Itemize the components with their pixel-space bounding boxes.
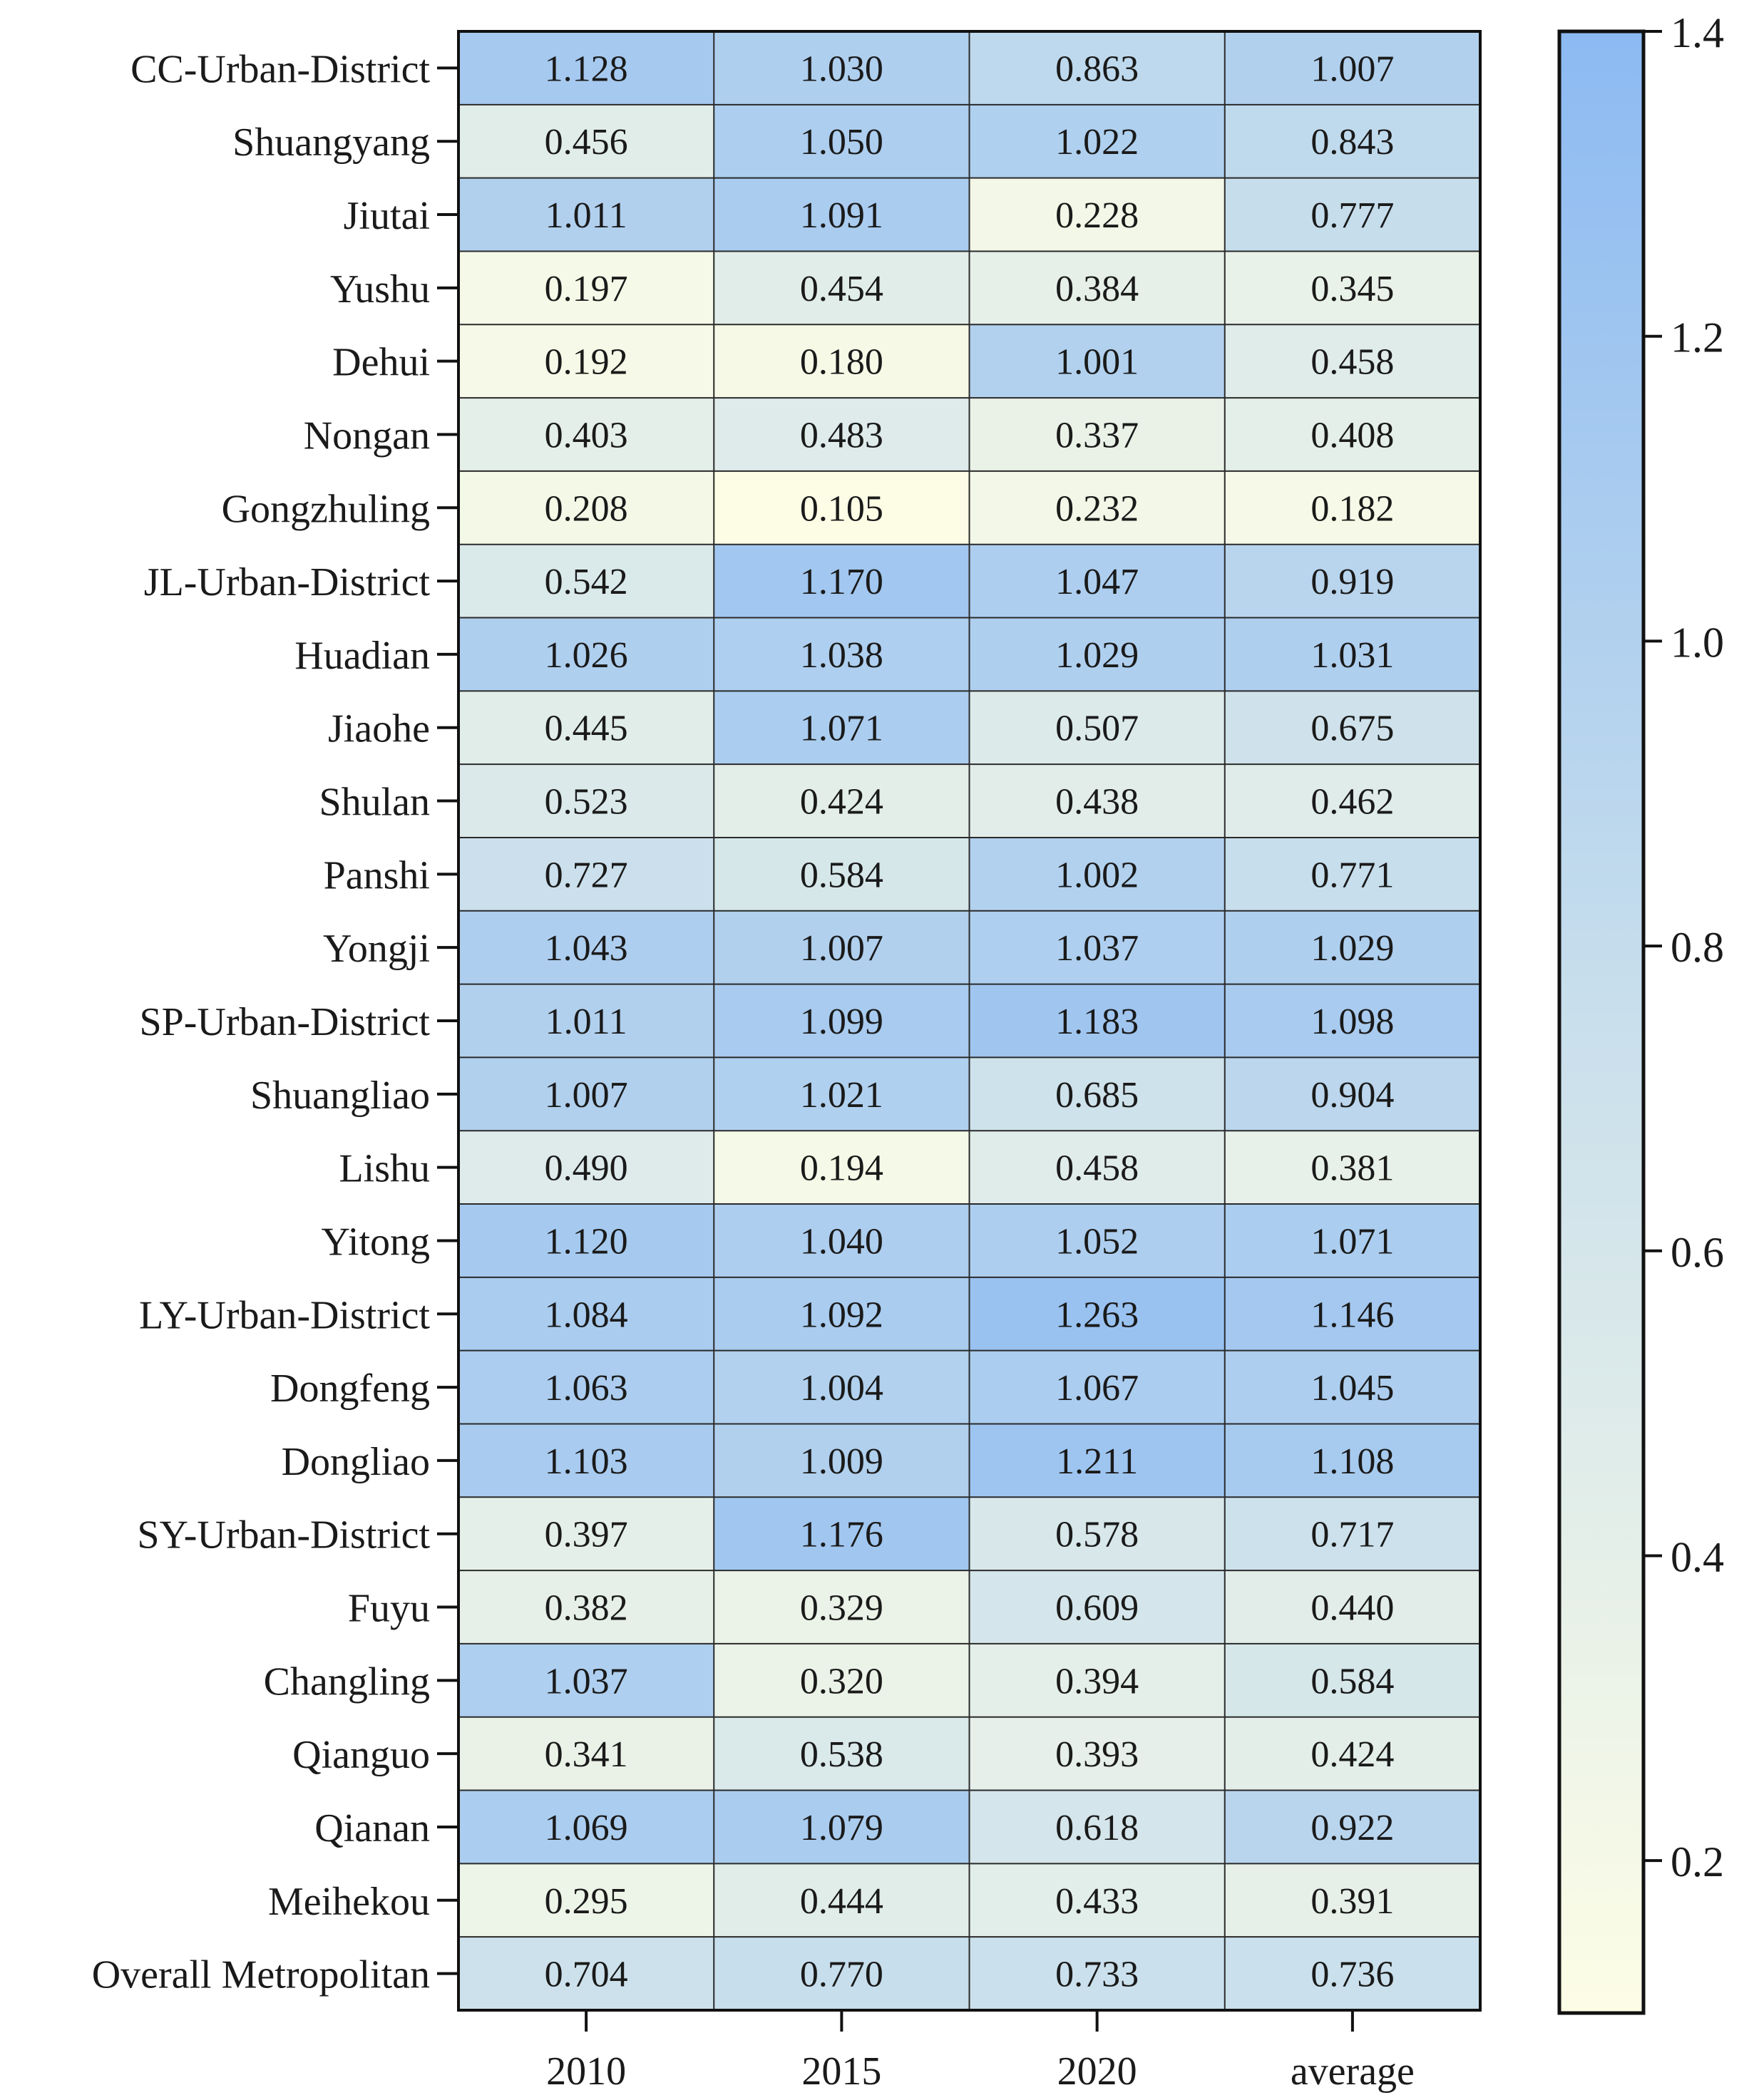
colorbar-tick-label: 0.8 [1671, 924, 1724, 972]
row-label-shulan: Shulan [319, 780, 430, 825]
row-label-yongji: Yongji [323, 927, 430, 972]
cell-value: 0.384 [1055, 268, 1139, 309]
cell-value: 1.031 [1311, 634, 1395, 676]
cell-value: 1.091 [799, 195, 883, 237]
cell-value: 1.098 [1311, 1002, 1395, 1042]
cell-value: 1.071 [799, 708, 883, 749]
cell-value: 0.538 [799, 1734, 883, 1776]
cell-value: 0.444 [799, 1880, 883, 1922]
row-label-yushu: Yushu [329, 267, 430, 312]
column-label-average: average [1290, 2049, 1415, 2094]
cell-value: 0.329 [799, 1587, 883, 1629]
row-label-sp-urban-district: SP-Urban-District [139, 1000, 430, 1044]
cell-value: 0.295 [544, 1880, 628, 1922]
cell-value: 1.052 [1055, 1221, 1139, 1262]
colorbar-tick-label: 0.4 [1671, 1533, 1724, 1581]
cell-value: 0.341 [544, 1734, 628, 1776]
row-label-jiutai: Jiutai [343, 194, 430, 239]
cell-value: 1.037 [1055, 928, 1139, 969]
cell-value: 1.063 [544, 1368, 628, 1409]
cell-value: 1.084 [544, 1295, 628, 1336]
row-label-jiaohe: Jiaohe [327, 706, 430, 751]
colorbar-tick-label: 1.2 [1671, 314, 1724, 361]
cell-value: 0.904 [1311, 1074, 1395, 1116]
cell-value: 1.004 [799, 1368, 883, 1409]
cell-value: 0.727 [544, 855, 628, 896]
cell-value: 0.345 [1311, 268, 1395, 309]
row-label-gongzhuling: Gongzhuling [221, 487, 430, 532]
cell-value: 1.047 [1055, 562, 1139, 603]
row-label-panshi: Panshi [323, 853, 430, 898]
cell-value: 0.458 [1311, 341, 1395, 383]
cell-value: 0.490 [544, 1148, 628, 1189]
cell-value: 0.393 [1055, 1734, 1139, 1776]
cell-value: 1.037 [544, 1661, 628, 1702]
cell-value: 1.030 [799, 48, 883, 90]
cell-value: 1.146 [1311, 1295, 1395, 1336]
row-label-qianguo: Qianguo [292, 1733, 430, 1778]
cell-value: 0.105 [799, 488, 883, 530]
row-label-cc-urban-district: CC-Urban-District [130, 47, 430, 92]
cell-value: 0.675 [1311, 708, 1395, 749]
cell-value: 0.192 [544, 341, 628, 383]
cell-value: 0.736 [1311, 1954, 1395, 1995]
cell-value: 1.067 [1055, 1368, 1139, 1409]
colorbar [1559, 9, 1724, 2013]
cell-value: 0.704 [544, 1954, 628, 1995]
cell-value: 0.228 [1055, 195, 1139, 237]
cell-value: 1.043 [544, 928, 628, 969]
cell-value: 1.011 [545, 1002, 627, 1042]
cell-value: 1.071 [1311, 1221, 1395, 1262]
row-label-ly-urban-district: LY-Urban-District [138, 1293, 430, 1338]
cell-value: 0.507 [1055, 708, 1139, 749]
cell-value: 0.771 [1311, 855, 1395, 896]
cell-value: 0.445 [544, 708, 628, 749]
cell-value: 1.021 [799, 1074, 883, 1116]
cell-value: 1.022 [1055, 122, 1139, 163]
cell-value: 1.079 [799, 1807, 883, 1848]
cell-value: 0.717 [1311, 1514, 1395, 1555]
cell-value: 0.320 [799, 1661, 883, 1702]
cell-value: 1.103 [544, 1441, 628, 1482]
cell-value: 0.454 [799, 268, 883, 309]
cell-value: 0.777 [1311, 195, 1395, 237]
cell-value: 1.029 [1055, 634, 1139, 676]
cell-value: 0.424 [1311, 1734, 1395, 1776]
cell-value: 1.045 [1311, 1368, 1395, 1409]
cell-value: 0.578 [1055, 1514, 1139, 1555]
cell-value: 0.208 [544, 488, 628, 530]
cell-value: 1.120 [544, 1221, 628, 1262]
cell-value: 1.026 [544, 634, 628, 676]
cell-value: 0.182 [1311, 488, 1395, 530]
cell-value: 0.382 [544, 1587, 628, 1629]
cell-value: 1.007 [1311, 48, 1395, 90]
colorbar-tick-label: 0.2 [1671, 1838, 1724, 1886]
cell-value: 1.211 [1056, 1441, 1139, 1482]
cell-value: 0.542 [544, 562, 628, 603]
colorbar-gradient [1559, 31, 1643, 2013]
cell-value: 0.408 [1311, 415, 1395, 456]
column-label-2010: 2010 [546, 2049, 627, 2094]
cell-value: 0.733 [1055, 1954, 1139, 1995]
row-label-fuyu: Fuyu [347, 1586, 430, 1631]
cell-value: 0.381 [1311, 1148, 1395, 1189]
cell-value: 1.128 [544, 48, 628, 90]
cell-value: 0.770 [799, 1954, 883, 1995]
cell-value: 0.397 [544, 1514, 628, 1555]
row-label-huadian: Huadian [294, 633, 430, 678]
cell-value: 1.176 [799, 1514, 883, 1555]
cell-value: 0.618 [1055, 1807, 1139, 1848]
cell-value: 1.092 [799, 1295, 883, 1336]
row-labels [92, 47, 458, 1997]
cell-value: 1.183 [1055, 1002, 1139, 1042]
row-label-shuangyang: Shuangyang [232, 120, 430, 165]
cell-value: 0.394 [1055, 1661, 1139, 1702]
row-label-meihekou: Meihekou [267, 1879, 430, 1924]
row-label-changling: Changling [263, 1659, 430, 1704]
row-label-qianan: Qianan [314, 1806, 430, 1851]
cell-value: 0.843 [1311, 122, 1395, 163]
cell-value: 0.438 [1055, 781, 1139, 823]
cell-value: 1.002 [1055, 855, 1139, 896]
cell-value: 0.483 [799, 415, 883, 456]
column-labels [546, 2010, 1415, 2094]
row-label-dongfeng: Dongfeng [270, 1366, 430, 1411]
cell-value: 0.433 [1055, 1880, 1139, 1922]
cell-value: 1.050 [799, 122, 883, 163]
cell-value: 1.099 [799, 1002, 883, 1042]
colorbar-tick-label: 1.0 [1671, 619, 1724, 666]
cell-value: 1.007 [544, 1074, 628, 1116]
cell-value: 0.194 [799, 1148, 883, 1189]
cell-value: 0.180 [799, 341, 883, 383]
colorbar-tick-label: 0.6 [1671, 1228, 1724, 1276]
cell-value: 1.170 [799, 562, 883, 603]
cell-value: 0.337 [1055, 415, 1139, 456]
cell-value: 0.922 [1311, 1807, 1395, 1848]
cell-value: 1.040 [799, 1221, 883, 1262]
row-label-yitong: Yitong [321, 1220, 430, 1265]
cell-value: 1.069 [544, 1807, 628, 1848]
cell-value: 0.391 [1311, 1880, 1395, 1922]
cell-value: 0.685 [1055, 1074, 1139, 1116]
cell-value: 1.263 [1055, 1295, 1139, 1336]
cell-value: 0.232 [1055, 488, 1139, 530]
row-label-overall-metropolitan: Overall Metropolitan [91, 1952, 430, 1997]
cell-value: 0.424 [799, 781, 883, 823]
cell-value: 0.863 [1055, 48, 1139, 90]
cell-value: 0.403 [544, 415, 628, 456]
column-label-2015: 2015 [801, 2049, 882, 2094]
row-label-jl-urban-district: JL-Urban-District [143, 560, 430, 605]
cell-value: 0.919 [1311, 562, 1395, 603]
row-label-lishu: Lishu [339, 1146, 430, 1191]
cell-value: 0.458 [1055, 1148, 1139, 1189]
cell-value: 0.584 [1311, 1661, 1395, 1702]
cell-value: 1.108 [1311, 1441, 1395, 1482]
column-label-2020: 2020 [1057, 2049, 1137, 2094]
colorbar-tick-label: 1.4 [1671, 9, 1724, 56]
cell-value: 1.029 [1311, 928, 1395, 969]
cell-value: 1.038 [799, 634, 883, 676]
cell-value: 0.584 [799, 855, 883, 896]
row-label-dehui: Dehui [332, 340, 430, 385]
cell-value: 1.001 [1055, 341, 1139, 383]
cell-value: 0.462 [1311, 781, 1395, 823]
cell-value: 0.609 [1055, 1587, 1139, 1629]
cell-value: 0.197 [544, 268, 628, 309]
row-label-sy-urban-district: SY-Urban-District [137, 1513, 430, 1558]
cell-value: 0.440 [1311, 1587, 1395, 1629]
cell-value: 1.011 [545, 195, 627, 237]
row-label-dongliao: Dongliao [281, 1439, 430, 1484]
cell-value: 1.007 [799, 928, 883, 969]
cell-value: 0.456 [544, 122, 628, 163]
cell-value: 0.523 [544, 781, 628, 823]
row-label-nongan: Nongan [303, 413, 430, 458]
row-label-shuangliao: Shuangliao [250, 1073, 430, 1118]
cell-value: 1.009 [799, 1441, 883, 1482]
